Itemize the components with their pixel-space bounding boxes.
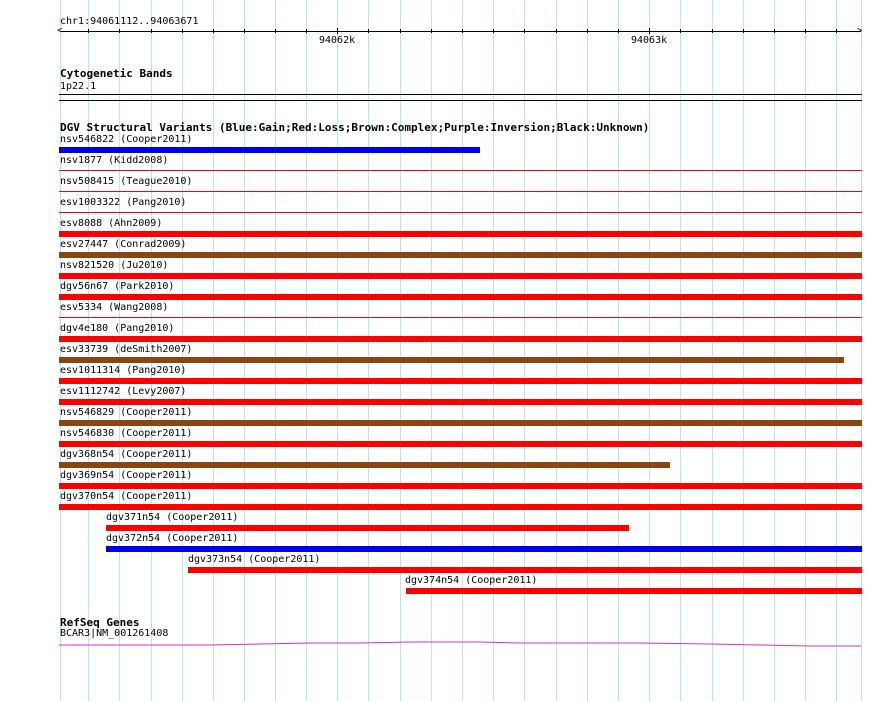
- ruler-minor-tick: [151, 29, 152, 33]
- variant-label[interactable]: dgv372n54 (Cooper2011): [106, 533, 239, 544]
- variant-glyph[interactable]: [59, 252, 862, 258]
- variant-glyph[interactable]: [59, 441, 862, 447]
- ruler-minor-tick: [244, 29, 245, 33]
- variant-label[interactable]: esv1112742 (Levy2007): [60, 386, 187, 397]
- refseq-intron-line: [59, 642, 861, 646]
- variant-glyph[interactable]: [59, 399, 862, 405]
- grid-line: [618, 0, 619, 701]
- ruler-minor-tick: [743, 29, 744, 33]
- ruler-minor-tick: [182, 29, 183, 33]
- variant-label[interactable]: nsv508415 (Teague2010): [60, 176, 193, 187]
- variant-glyph[interactable]: [59, 357, 844, 363]
- variant-label[interactable]: esv27447 (Conrad2009): [60, 239, 187, 250]
- grid-line: [493, 0, 494, 701]
- refseq-transcript-glyph[interactable]: [0, 630, 890, 660]
- grid-line: [649, 0, 650, 701]
- ruler-minor-tick: [587, 29, 588, 33]
- variant-label[interactable]: esv5334 (Wang2008): [60, 302, 169, 313]
- ruler-right-arrow-icon: >: [857, 26, 863, 36]
- variant-glyph[interactable]: [59, 420, 862, 426]
- refseq-transcript-label[interactable]: BCAR3|NM_001261408: [60, 628, 169, 639]
- grid-line: [213, 0, 214, 701]
- variant-glyph[interactable]: [59, 191, 862, 192]
- variant-glyph[interactable]: [59, 317, 862, 318]
- ruler-left-arrow-icon: <: [57, 26, 63, 36]
- cytoband-border-top: [59, 94, 862, 95]
- grid-line: [337, 0, 338, 701]
- ruler-minor-tick: [275, 29, 276, 33]
- ruler-minor-tick: [618, 29, 619, 33]
- grid-line: [712, 0, 713, 701]
- variant-glyph[interactable]: [59, 273, 862, 279]
- ruler-minor-tick: [400, 29, 401, 33]
- ruler-line: [60, 31, 861, 32]
- ruler-minor-tick: [431, 29, 432, 33]
- ruler-minor-tick: [680, 29, 681, 33]
- ruler-minor-tick: [462, 29, 463, 33]
- variant-glyph[interactable]: [59, 483, 862, 489]
- variant-label[interactable]: esv1003322 (Pang2010): [60, 197, 187, 208]
- variant-label[interactable]: dgv369n54 (Cooper2011): [60, 470, 193, 481]
- variant-label[interactable]: dgv373n54 (Cooper2011): [188, 554, 321, 565]
- refseq-track-title: RefSeq Genes: [60, 616, 140, 629]
- ruler-major-tick: [337, 28, 338, 34]
- variant-label[interactable]: esv1011314 (Pang2010): [60, 365, 187, 376]
- ruler-minor-tick: [524, 29, 525, 33]
- variant-label[interactable]: nsv821520 (Ju2010): [60, 260, 169, 271]
- ruler-minor-tick: [712, 29, 713, 33]
- variant-label[interactable]: nsv546822 (Cooper2011): [60, 134, 193, 145]
- variant-label[interactable]: dgv56n67 (Park2010): [60, 281, 175, 292]
- grid-line: [861, 0, 862, 701]
- ruler-minor-tick: [805, 29, 806, 33]
- ruler-position-label: chr1:94061112..94063671: [60, 16, 199, 27]
- ruler-minor-tick: [556, 29, 557, 33]
- ruler-tick-label: 94062k: [319, 35, 356, 46]
- ruler-minor-tick: [836, 29, 837, 33]
- grid-line: [587, 0, 588, 701]
- variant-label[interactable]: dgv371n54 (Cooper2011): [106, 512, 239, 523]
- variant-label[interactable]: nsv1877 (Kidd2008): [60, 155, 169, 166]
- grid-line: [556, 0, 557, 701]
- grid-line: [743, 0, 744, 701]
- grid-line: [275, 0, 276, 701]
- variant-glyph[interactable]: [59, 378, 862, 384]
- cytobands-track-title: Cytogenetic Bands: [60, 67, 173, 80]
- ruler-minor-tick: [119, 29, 120, 33]
- cytoband-label[interactable]: 1p22.1: [60, 81, 97, 92]
- ruler-minor-tick: [493, 29, 494, 33]
- ruler-major-tick: [649, 28, 650, 34]
- variant-glyph[interactable]: [106, 525, 629, 531]
- grid-line: [462, 0, 463, 701]
- variant-label[interactable]: dgv374n54 (Cooper2011): [405, 575, 538, 586]
- ruler-minor-tick: [213, 29, 214, 33]
- ruler-minor-tick: [774, 29, 775, 33]
- ruler-minor-tick: [368, 29, 369, 33]
- grid-line: [805, 0, 806, 701]
- variant-glyph[interactable]: [59, 170, 862, 171]
- grid-line: [836, 0, 837, 701]
- variant-glyph[interactable]: [59, 336, 862, 342]
- variant-glyph[interactable]: [59, 231, 862, 237]
- grid-line: [400, 0, 401, 701]
- ruler-tick-label: 94063k: [631, 35, 668, 46]
- grid-line: [244, 0, 245, 701]
- dgv-track-title: DGV Structural Variants (Blue:Gain;Red:Loss;Brown:Complex;Purple:Inversion;Black:Unknown): [60, 121, 650, 134]
- variant-glyph[interactable]: [59, 147, 480, 153]
- variant-glyph[interactable]: [106, 546, 862, 552]
- variant-label[interactable]: dgv4e180 (Pang2010): [60, 323, 175, 334]
- variant-glyph[interactable]: [59, 212, 862, 213]
- variant-label[interactable]: nsv546830 (Cooper2011): [60, 428, 193, 439]
- variant-glyph[interactable]: [59, 294, 862, 300]
- ruler-minor-tick: [88, 29, 89, 33]
- variant-label[interactable]: nsv546829 (Cooper2011): [60, 407, 193, 418]
- grid-line: [680, 0, 681, 701]
- variant-label[interactable]: dgv368n54 (Cooper2011): [60, 449, 193, 460]
- variant-label[interactable]: dgv370n54 (Cooper2011): [60, 491, 193, 502]
- variant-label[interactable]: esv8088 (Ahn2009): [60, 218, 163, 229]
- variant-glyph[interactable]: [59, 504, 862, 510]
- variant-glyph[interactable]: [406, 588, 862, 594]
- grid-line: [774, 0, 775, 701]
- ruler-minor-tick: [306, 29, 307, 33]
- grid-line: [368, 0, 369, 701]
- cytoband-border-bottom: [59, 100, 862, 101]
- variant-glyph[interactable]: [188, 567, 862, 573]
- grid-line: [431, 0, 432, 701]
- variant-label[interactable]: esv33739 (deSmith2007): [60, 344, 193, 355]
- grid-line: [306, 0, 307, 701]
- variant-glyph[interactable]: [59, 462, 670, 468]
- grid-line: [524, 0, 525, 701]
